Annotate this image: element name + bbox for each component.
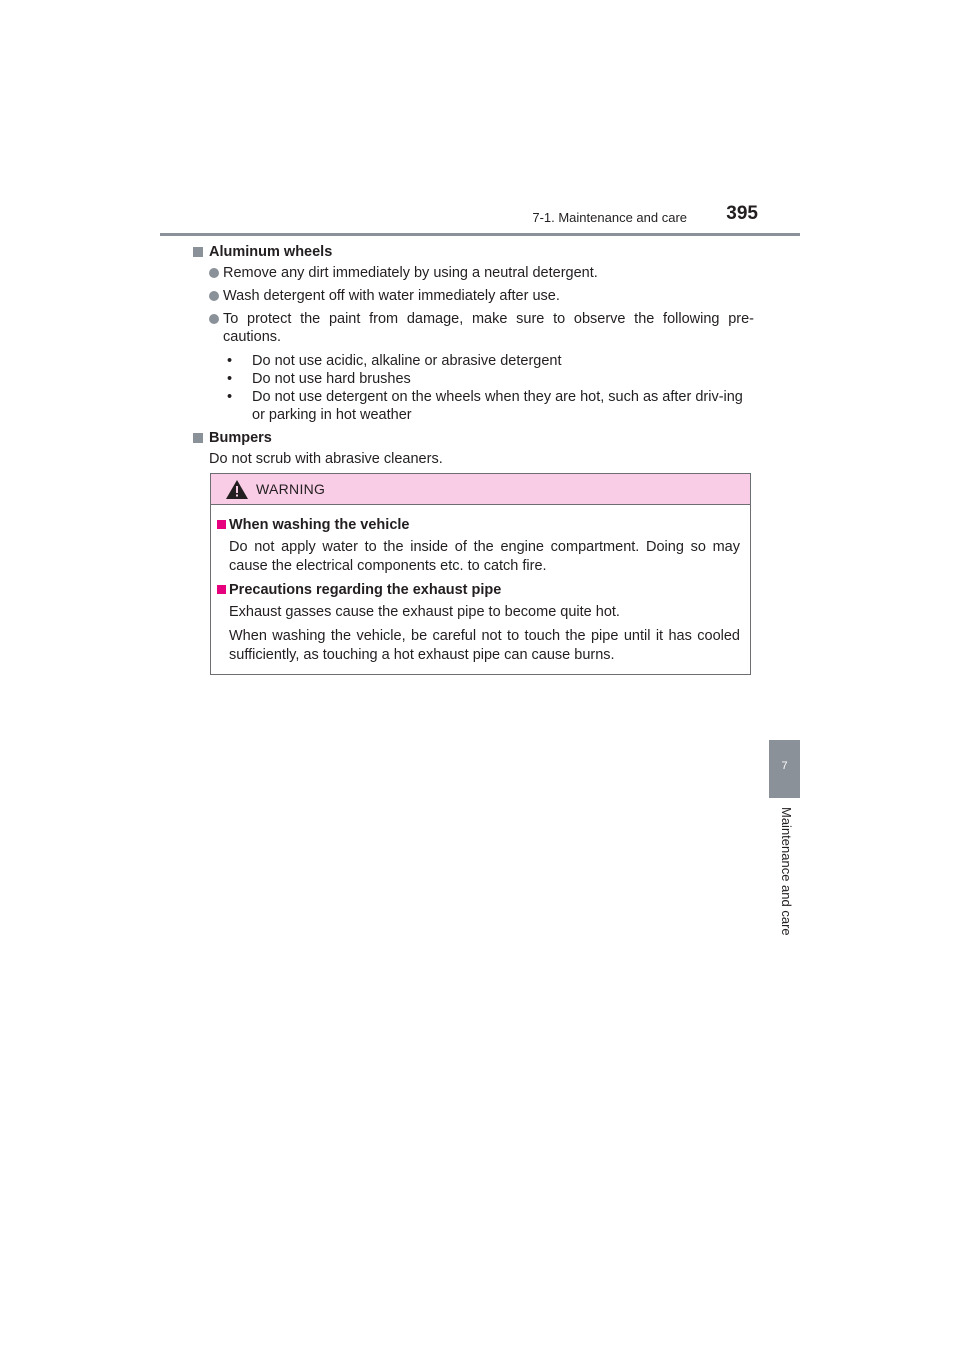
precaution-list (209, 352, 754, 424)
warning-paragraph: Do not apply water to the inside of the engine compartment. Doing so may cause the electrical components etc. to catch fire. (229, 539, 740, 574)
page-header (160, 200, 800, 236)
chapter-tab (769, 740, 800, 798)
warning-box (210, 473, 751, 675)
warning-header (211, 474, 750, 505)
warning-section-heading: When washing the vehicle (217, 516, 740, 535)
circle-bullet-icon (209, 291, 219, 301)
list-item: • Do not use hard brushes (227, 371, 411, 387)
bullet-item: Wash detergent off with water immediately after use. (209, 287, 754, 305)
warning-triangle-icon (226, 480, 248, 504)
chapter-label: Maintenance and care (779, 807, 794, 936)
aluminum-wheels-heading: Aluminum wheels (193, 243, 754, 261)
square-bullet-icon (193, 433, 203, 443)
list-item: • Do not use acidic, alkaline or abrasive detergent (227, 353, 562, 369)
page-number: 395 (726, 203, 758, 224)
square-bullet-icon (193, 247, 203, 257)
warning-section-heading: Precautions regarding the exhaust pipe (217, 581, 740, 600)
chapter-number: 7 (781, 760, 788, 772)
circle-bullet-icon (209, 268, 219, 278)
warning-body (211, 505, 750, 665)
bumpers-heading: Bumpers (193, 429, 754, 447)
main-content (209, 243, 754, 472)
bullet-item: To protect the paint from damage, make sure to observe the following pre-cautions. (209, 310, 754, 346)
pink-square-bullet-icon (217, 585, 226, 594)
header-rule (160, 233, 800, 236)
warning-paragraph: Exhaust gasses cause the exhaust pipe to become quite hot. (229, 604, 620, 620)
bumpers-text: Do not scrub with abrasive cleaners. (209, 451, 443, 467)
section-title: 7-1. Maintenance and care (532, 210, 687, 225)
bullet-item: Remove any dirt immediately by using a neutral detergent. (209, 264, 754, 282)
pink-square-bullet-icon (217, 520, 226, 529)
warning-title: WARNING (256, 481, 326, 497)
warning-paragraph: When washing the vehicle, be careful not to touch the pipe until it has cooled sufficiently, as touching a hot exhaust pipe can cause burns. (229, 628, 740, 663)
list-item: • Do not use detergent on the wheels when they are hot, such as after driv-ing or parking in hot weather (227, 389, 743, 423)
circle-bullet-icon (209, 314, 219, 324)
